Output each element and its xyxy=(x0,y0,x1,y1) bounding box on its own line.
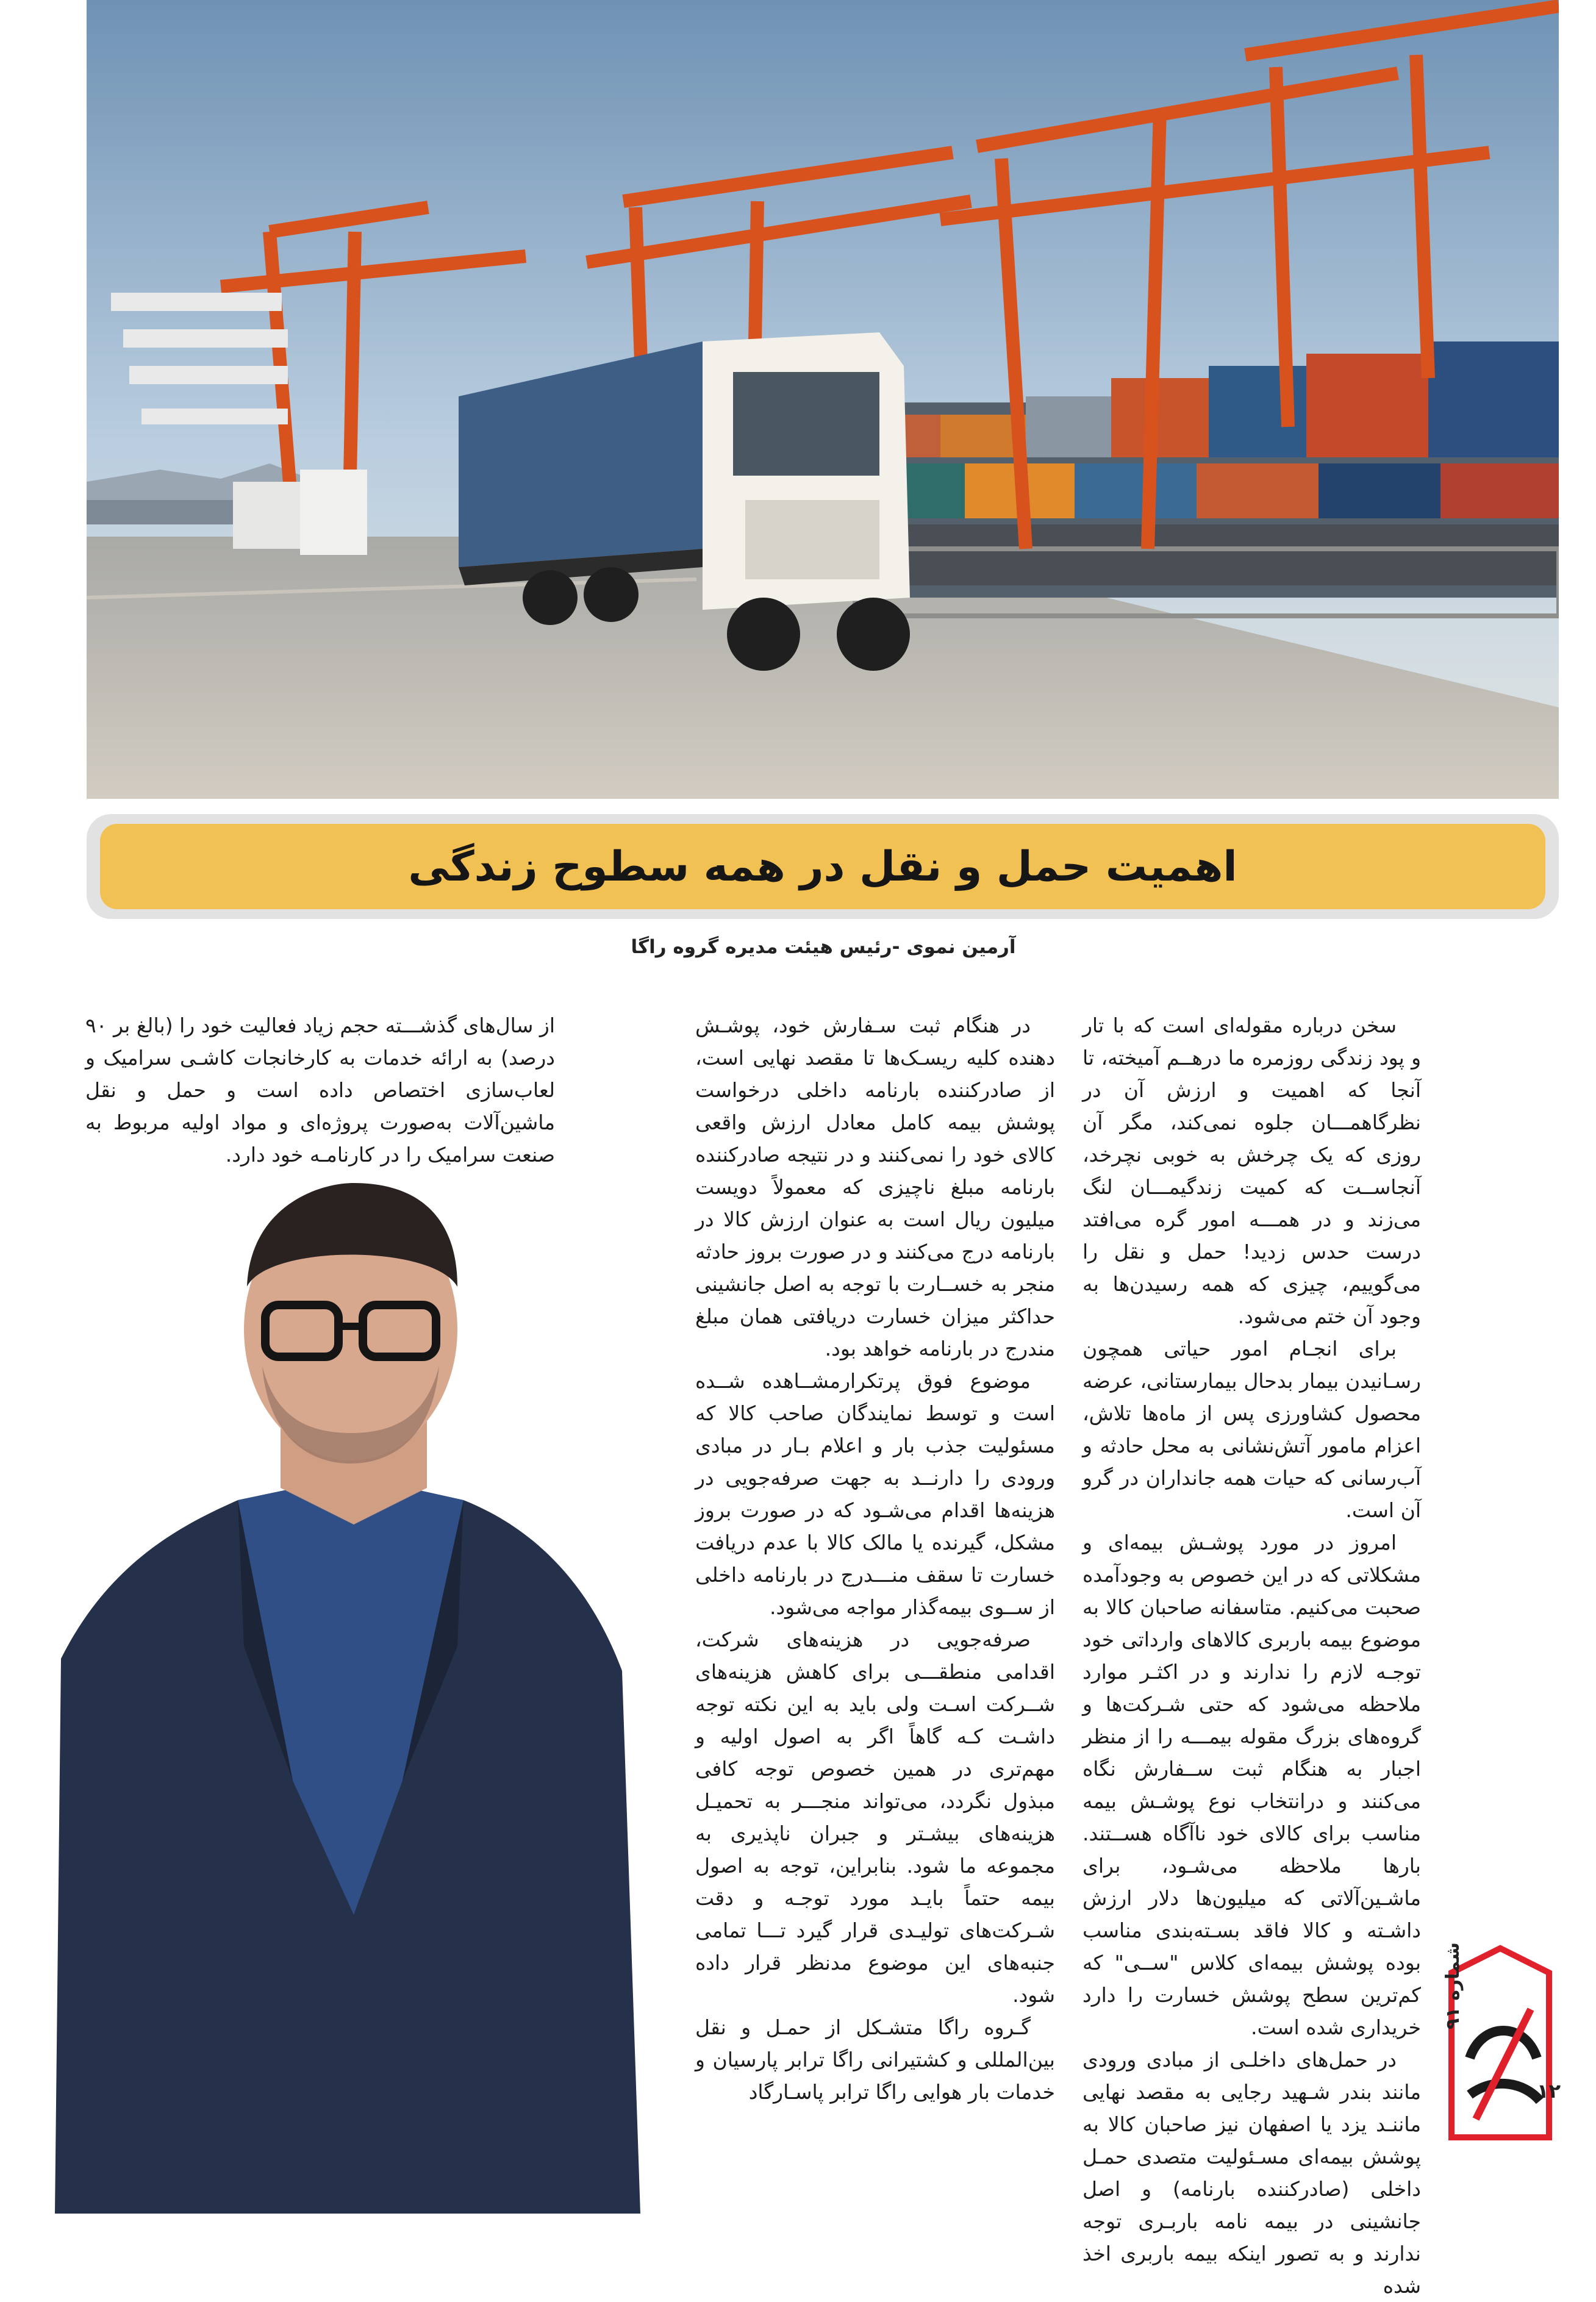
article-title: اهمیت حمل و نقل در همه سطوح زندگی xyxy=(408,842,1237,891)
title-frame xyxy=(87,814,1559,919)
byline: آرمین نموی -رئیس هیئت مدیره گروه راگا xyxy=(631,936,1016,958)
paragraph: از سال‌های گذشـــته حجم زیاد فعالیت خود را (بالغ بر ۹۰ درصد) به ارائه خدمات به کارخانجات کاشـی سرامیک و لعاب‌سازی اختصاص داده است و حمل و نقل ماشین‌آلات به‌صورت پروژه‌ای و مواد اولیه مربوط به صنعت سرامیک را در کارنامـه خود دارد. xyxy=(85,1013,555,1167)
paragraph: گـروه راگا متشـکل از حمـل و نقل بین‌المللی و کشتیرانی راگا ترابر پارسیان و خدمات بار هوایی راگا ترابر پاسـارگاد xyxy=(695,2015,1055,2104)
text-column-3 xyxy=(85,1009,555,1171)
issue-number: شماره ۹۱ xyxy=(1442,1942,1464,2029)
author-portrait xyxy=(37,1183,646,2214)
paragraph: در حمل‌های داخلـی از مبادی ورودی مانند بندر شـهید رجایی به مقصد نهایی ماننـد یزد یا اصفهان نیز صاحبان کالا به پوشش بیمه‌ای مسـئولیت متصدی حمـل داخلی (صادرکننده بارنامه) و اصل جانشینی در بیمه نامه باربـری توجه ندارند و به تصور اینکه بیمه باربری اخذ شده xyxy=(1082,2048,1421,2298)
paragraph: موضوع فوق پرتکرارمشــاهده شــده است و توسط نمایندگان صاحب کالا که مسئولیت جذب بار و اعلام بـار در مبادی ورودی را دارنــد به جهت صرفه‌جویی در هزینه‌ها اقدام می‌شـود که در صورت بروز مشکل، گیرنده یا مالک کالا با عدم دریافت خسارت تا سقف منـــدرج در بارنامه داخلی از ســوی بیمه‌گذار مواجه می‌شود. xyxy=(695,1369,1055,1619)
paragraph: در هنگام ثبت سـفارش خود، پوشـش دهنده کلیه ریسـک‌ها تا مقصد نهایی است، از صادرکننده بارنامه داخلی درخواست پوشش بیمه کامل معادل ارزش واقعی کالای خود را نمی‌کنند و در نتیجه صادرکننده بارنامه مبلغ ناچیزی که معمولاً دویست میلیون ریال است به عنوان ارزش کالا در بارنامه درج می‌کنند و در صورت بروز حادثه منجر به خســارت با توجه به اصل جانشینی حداکثر میزان خسارت دریافتی همان مبلغ مندرج در بارنامه خواهد بود. xyxy=(695,1013,1055,1360)
paragraph: سخن درباره مقوله‌ای است که با تار و پود زندگی روزمره ما درهــم آمیخته، تا آنجا که اهمیت و ارزش آن در نظرگاهمـــان جلوه نمی‌کند، مگر آن روزی که یک چرخش به خوبی نچرخد، آنجاســت که کمیت زندگیمـــان لنگ می‌زند و در همـــه امور گره می‌افتد درست حدس زدید! حمل و نقل را می‌گوییم، چیزی که همه رسیدن‌ها به وجود آن ختم می‌شود. xyxy=(1082,1013,1421,1328)
paragraph: امروز در مورد پوشـش بیمه‌ای و مشکلاتی که در این خصوص به وجودآمده صحبت می‌کنیم. متاسفانه صاحبان کالا به موضوع بیمه باربری کالاهای وارداتی خود توجـه لازم را ندارند و در اکثـر موارد ملاحظه می‌شود که حتی شـرکت‌ها و گروه‌های بزرگ مقوله بیمـــه را از منظر اجبار به هنگام ثبت ســفارش نگاه می‌کنند و درانتخاب نوع پوشـش بیمه مناسب برای کالای خود ناآگاه هســتند. بارها ملاحظه می‌شـود، برای ماشـین‌آلاتی که میلیون‌ها دلار ارزش داشـته و کالا فاقد بسـته‌بندی مناسب بوده پوشش بیمه‌ای کلاس "ســی" که کم‌ترین سطح پوشش خسارت را دارد خریداری شده است. xyxy=(1082,1531,1421,2039)
title-band xyxy=(100,824,1545,909)
page-number: ۱۲ xyxy=(1537,2079,1561,2103)
text-column-1 xyxy=(1082,1009,1421,2302)
text-column-2 xyxy=(695,1009,1055,2108)
paragraph: برای انجـام امور حیاتی همچون رسـانیدن بیمار بدحال بیمارستانی، عرضه محصول کشاورزی پس از ماه‌ها تلاش، اعزام مامور آتش‌نشانی به محل حادثه و آب‌رسانی که حیات همه جانداران در گرو آن است. xyxy=(1082,1337,1421,1522)
hero-photo xyxy=(87,0,1559,799)
paragraph: صرفه‌جویی در هزینه‌های شرکت، اقدامی منطقـــی برای کاهش هزینه‌های شــرکت اسـت ولی باید به این نکته توجه داشـت کـه گاهاً اگر به اصول اولیه و مهم‌تری در همین خصوص توجه کافی مبذول نگردد، می‌تواند منجـــر به تحمیـل هزینه‌های بیشـتر و جبران ناپذیری به مجموعه ما شود. بنابراین، توجه به اصول بیمه حتماً بایـد مورد توجـه و دقت شـرکت‌های تولیـدی قرار گیرد تـــا تمامی جنبه‌های این موضوع مدنظر قرار داده شود. xyxy=(695,1628,1055,2007)
